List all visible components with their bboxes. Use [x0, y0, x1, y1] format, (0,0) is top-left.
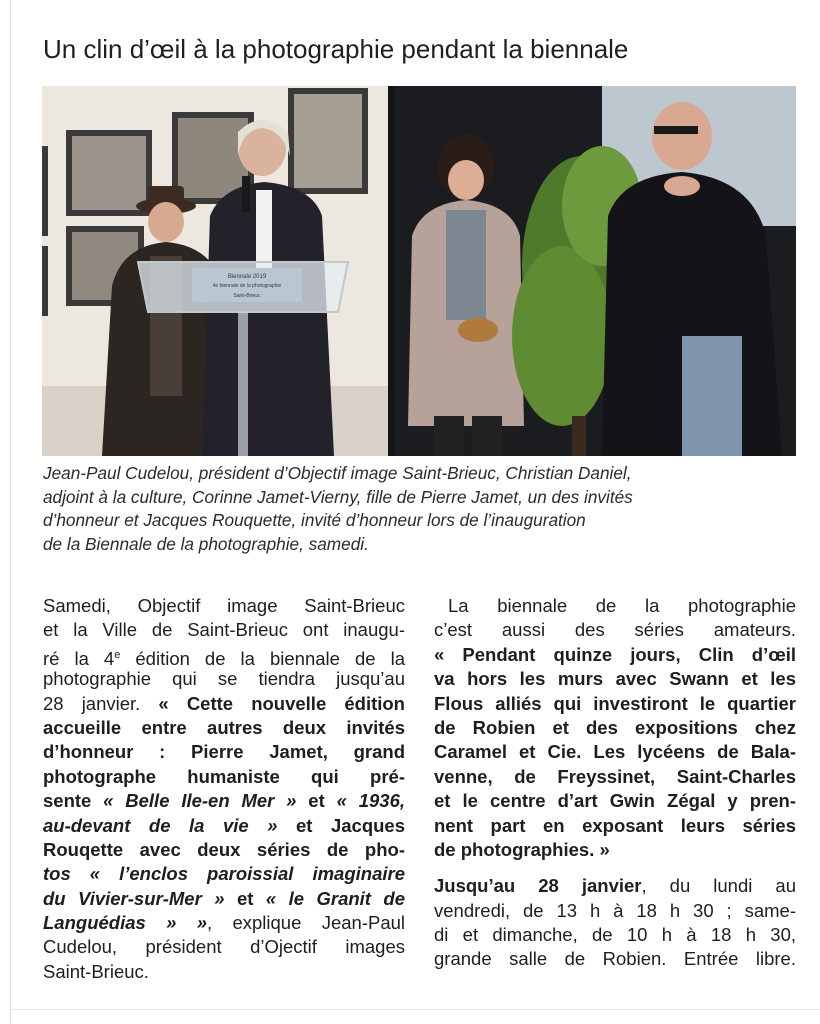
body-line: d’honneur : Pierre Jamet, grand [43, 741, 405, 763]
body-line: La biennale de la photographie [448, 595, 796, 616]
body-line: photographie qui se tiendra jusqu’au [43, 668, 405, 690]
body-line: Cudelou, président d’Ojectif images [43, 936, 405, 958]
caption-line: Jean-Paul Cudelou, président d’Objectif image Saint-Brieuc, Christian Daniel, [43, 463, 632, 483]
podium-city: Saint-Brieuc [233, 293, 261, 299]
article-photo [42, 86, 796, 456]
body-line: de photographies. » [434, 838, 610, 860]
body-line: ré la 4e édition de la biennale de la [43, 647, 405, 669]
body-line: et le centre d’art Gwin Zégal y pren- [434, 790, 796, 812]
body-line: di et dimanche, de 10 h à 18 h 30, [434, 924, 796, 946]
body-line: venne, de Freyssinet, Saint-Charles [434, 765, 796, 787]
bottom-rule [10, 1009, 820, 1010]
margin-rule [10, 0, 11, 1024]
body-line: c’est aussi des séries amateurs. [434, 619, 796, 641]
caption-line: adjoint à la culture, Corinne Jamet-Vierny, fille de Pierre Jamet, un des invités [43, 486, 633, 507]
body-line: Saint-Brieuc. [43, 960, 149, 982]
body-line: Languédias » », explique Jean-Paul [43, 912, 406, 934]
body-line: du Vivier-sur-Mer » et « le Granit de [43, 887, 406, 909]
podium-subtitle: 4e biennale de la photographie [212, 283, 282, 289]
body-line: « Pendant quinze jours, Clin d’œil [434, 643, 796, 665]
body-line: et la Ville de Saint-Brieuc ont inaugu- [43, 619, 405, 641]
body-line: Samedi, Objectif image Saint-Brieuc [43, 595, 405, 616]
body-line: Caramel et Cie. Les lycéens de Bala- [434, 741, 796, 763]
caption-line: de la Biennale de la photographie, samedi. [43, 533, 369, 554]
photo-caption [43, 462, 783, 556]
body-line: au-devant de la vie » et Jacques [43, 814, 405, 836]
body-line: photographe humaniste qui pré- [43, 765, 405, 787]
podium-title: Biennale 2019 [227, 274, 267, 280]
caption-line: d’honneur et Jacques Rouquette, invité d’honneur lors de l’inauguration [43, 510, 586, 531]
body-line: nent part en exposant leurs séries [434, 814, 796, 836]
body-line: de Robien et des expositions chez [434, 716, 796, 738]
paragraph-gap [434, 862, 796, 874]
body-line: va hors les murs avec Swann et les [434, 668, 796, 690]
article-column-right [434, 594, 796, 972]
body-line: Flous alliés qui investiront le quartier [434, 692, 796, 714]
article-column-left [43, 594, 405, 984]
body-line: sente « Belle Ile-en Mer » et « 1936, [43, 790, 406, 812]
body-line: tos « l’enclos paroissial imaginaire [43, 863, 405, 885]
body-line: vendredi, de 13 h à 18 h 30 ; same- [434, 899, 796, 921]
body-line: 28 janvier. « Cette nouvelle édition [43, 692, 405, 714]
article-headline: Un clin d’œil à la photographie pendant la biennale [43, 34, 629, 64]
body-line: accueille entre autres deux invités [43, 716, 405, 738]
body-line: Jusqu’au 28 janvier, du lundi au [434, 875, 796, 897]
body-line: Rouqette avec deux séries de pho- [43, 838, 405, 860]
body-line: grande salle de Robien. Entrée libre. [434, 948, 796, 970]
